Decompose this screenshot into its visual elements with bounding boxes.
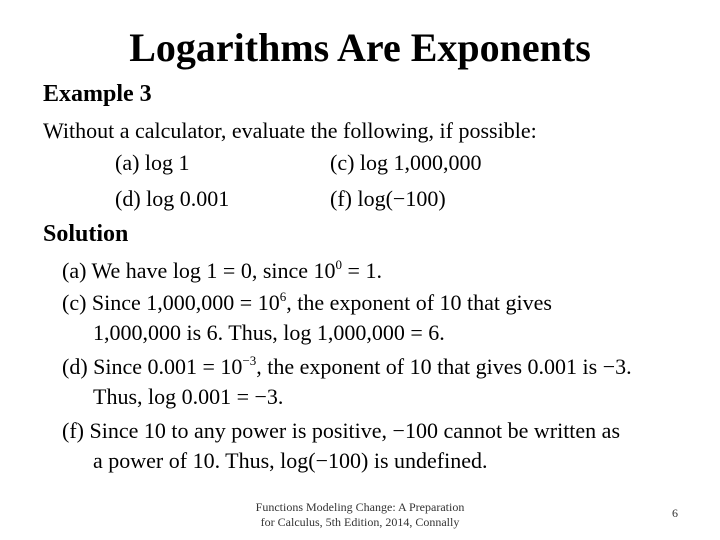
solution-d-line2: Thus, log 0.001 = −3. (93, 384, 284, 409)
footer-line-1: Functions Modeling Change: A Preparation (255, 500, 465, 514)
page-number: 6 (672, 506, 678, 520)
footer-line-2: for Calculus, 5th Edition, 2014, Connally (260, 515, 460, 529)
problem-item-c: (c) log 1,000,000 (330, 150, 482, 175)
instruction-text: Without a calculator, evaluate the following, if possible: (43, 118, 537, 143)
footer-citation (235, 500, 485, 530)
solution-c-text: (c) Since 1,000,000 = 10 (62, 290, 280, 315)
solution-d-line1 (62, 352, 632, 382)
solution-f-line1: (f) Since 10 to any power is positive, −100 cannot be written as (62, 418, 621, 443)
solution-d-exponent: −3 (242, 353, 257, 368)
problem-item-f: (f) log(−100) (330, 186, 446, 211)
solution-a (62, 256, 382, 286)
solution-a-tail: = 1. (342, 258, 382, 283)
slide-title: Logarithms Are Exponents (129, 25, 591, 70)
solution-label: Solution (43, 221, 129, 247)
solution-f-line2: a power of 10. Thus, log(−100) is undefined. (93, 448, 488, 473)
solution-d-tail: , the exponent of 10 that gives 0.001 is −3. (256, 354, 632, 379)
solution-c-exponent: 6 (279, 289, 287, 304)
problem-item-d: (d) log 0.001 (115, 186, 230, 211)
solution-a-exponent: 0 (335, 257, 343, 272)
problem-item-a: (a) log 1 (115, 150, 190, 175)
solution-c-tail: , the exponent of 10 that gives (286, 290, 552, 315)
example-label: Example 3 (43, 81, 152, 107)
solution-a-text: (a) We have log 1 = 0, since 10 (62, 258, 336, 283)
solution-c-line1 (62, 288, 552, 318)
solution-c-line2: 1,000,000 is 6. Thus, log 1,000,000 = 6. (93, 320, 445, 345)
solution-d-text: (d) Since 0.001 = 10 (62, 354, 243, 379)
